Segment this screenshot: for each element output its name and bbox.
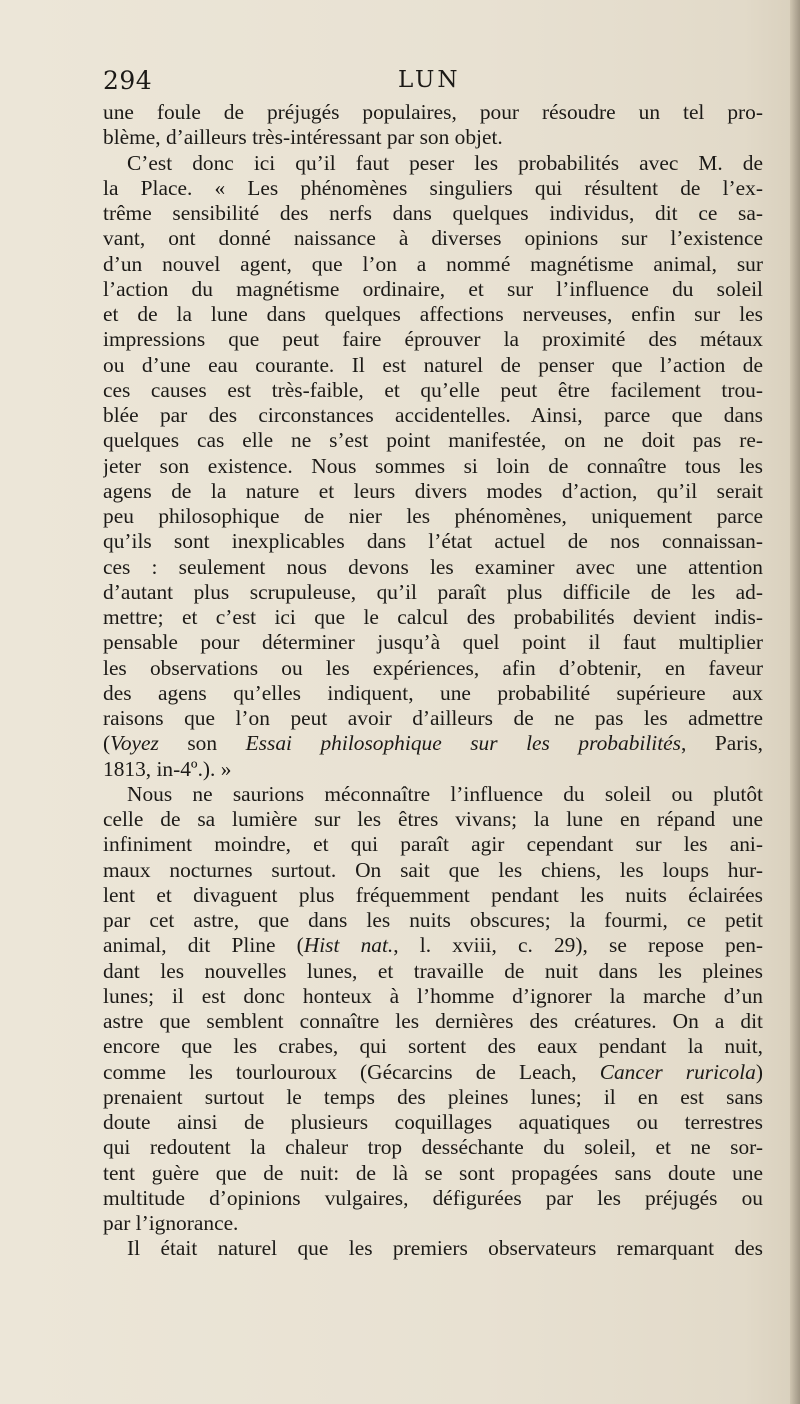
text-line: encore que les crabes, qui sortent des eaux pendant la nuit, <box>103 1034 763 1059</box>
text-line: infiniment moindre, et qui paraît agir cependant sur les ani- <box>103 832 763 857</box>
species-line <box>103 1060 763 1085</box>
citation-book-title: Essai philosophique sur les probabilités <box>245 731 681 756</box>
pline-work-title: Hist nat. <box>303 933 394 958</box>
species-name: Cancer ruricola <box>599 1059 756 1084</box>
text-line: dant les nouvelles lunes, et travaille de nuit dans les pleines <box>103 958 763 983</box>
text-line: par l’ignorance. <box>103 1211 239 1235</box>
text-line: 1813, in-4º.). » <box>103 756 232 781</box>
text-line: prenaient surtout le temps des pleines lunes; il en est sans <box>103 1084 763 1109</box>
citation-son: son <box>158 731 246 756</box>
text-line: des agens qu’elles indiquent, une probabilité supérieure aux <box>103 680 763 705</box>
text-line: tent guère que de nuit: de là se sont propagées sans doute une <box>103 1160 763 1185</box>
text-line: blée par des circonstances accidentelles. Ainsi, parce que dans <box>103 403 763 427</box>
pline-suffix: , l. xviii, c. 29), se repose pen- <box>393 933 763 958</box>
text-line: qu’ils sont inexplicables dans l’état actuel de nos connaissan- <box>103 529 763 554</box>
text-line: qui redoutent la chaleur trop desséchante du soleil, et ne sor- <box>103 1135 763 1160</box>
text-line: l’action du magnétisme ordinaire, et sur l’influence du soleil <box>103 276 763 301</box>
text-line: d’un nouvel agent, que l’on a nommé magnétisme animal, sur <box>103 251 763 276</box>
text-line: agens de la nature et leurs divers modes d’action, qu’il serait <box>103 478 763 503</box>
paragraph-start-line: C’est donc ici qu’il faut peser les probabilités avec M. de <box>127 150 763 175</box>
citation-place: , Paris, <box>680 731 763 756</box>
pline-prefix: animal, dit Pline ( <box>103 933 304 958</box>
text-line: d’autant plus scrupuleuse, qu’il paraît plus difficile de les ad- <box>103 579 763 604</box>
text-line: par cet astre, que dans les nuits obscures; la fourmi, ce petit <box>103 908 763 932</box>
text-line: la Place. « Les phénomènes singuliers qui résultent de l’ex- <box>103 175 763 200</box>
text-line: ces causes est très-faible, et qu’elle peut être facilement trou- <box>103 377 763 402</box>
text-line: trême sensibilité des nerfs dans quelques individus, dit ce sa- <box>103 201 763 225</box>
text-line: vant, ont donné naissance à diverses opinions sur l’existence <box>103 226 763 251</box>
text-line: pensable pour déterminer jusqu’à quel point il faut multiplier <box>103 630 763 655</box>
page-number: 294 <box>103 66 153 95</box>
citation-open: ( <box>103 731 111 756</box>
text-line: astre que semblent connaître les dernières des créatures. On a dit <box>103 1009 763 1033</box>
text-line: mettre; et c’est ici que le calcul des probabilités devient indis- <box>103 605 763 629</box>
pline-citation-line <box>103 933 763 958</box>
text-line: celle de sa lumière sur les êtres vivans; la lune en répand une <box>103 807 763 831</box>
species-prefix: comme les tourlouroux (Gécarcins de Leach, <box>103 1059 600 1084</box>
text-line: ces : seulement nous devons les examiner avec une attention <box>103 554 763 579</box>
text-line: impressions que peut faire éprouver la proximité des métaux <box>103 327 763 352</box>
text-line: doute ainsi de plusieurs coquillages aquatiques ou terrestres <box>103 1110 763 1134</box>
text-line: une foule de préjugés populaires, pour résoudre un tel pro- <box>103 100 763 124</box>
species-suffix: ) <box>755 1059 763 1084</box>
text-line: maux nocturnes surtout. On sait que les chiens, les loups hur- <box>103 857 763 882</box>
text-line: et de la lune dans quelques affections nerveuses, enfin sur les <box>103 302 763 326</box>
text-line: blème, d’ailleurs très-intéressant par son objet. <box>103 125 503 150</box>
citation-voyez: Voyez <box>110 731 159 756</box>
text-line: lent et divaguent plus fréquemment pendant les nuits éclairées <box>103 882 763 907</box>
page-edge-shadow <box>790 0 800 1404</box>
citation-line <box>103 731 763 756</box>
text-line: raisons que l’on peut avoir d’ailleurs de ne pas les admettre <box>103 706 763 730</box>
text-line: lunes; il est donc honteux à l’homme d’ignorer la marche d’un <box>103 983 763 1008</box>
text-line: les observations ou les expériences, afin d’obtenir, en faveur <box>103 655 763 680</box>
text-line: jeter son existence. Nous sommes si loin de connaître tous les <box>103 453 763 478</box>
text-line: quelques cas elle ne s’est point manifestée, on ne doit pas re- <box>103 428 763 453</box>
running-title: LUN <box>398 67 461 93</box>
text-line: multitude d’opinions vulgaires, défigurées par les préjugés ou <box>103 1185 763 1210</box>
body-text <box>103 100 763 1262</box>
text-line: peu philosophique de nier les phénomènes, uniquement parce <box>103 504 763 528</box>
paragraph-start-line: Il était naturel que les premiers observateurs remarquant des <box>127 1236 763 1261</box>
text-line: ou d’une eau courante. Il est naturel de penser que l’action de <box>103 352 763 377</box>
paragraph-start-line: Nous ne saurions méconnaître l’influence du soleil ou plutôt <box>127 781 763 806</box>
